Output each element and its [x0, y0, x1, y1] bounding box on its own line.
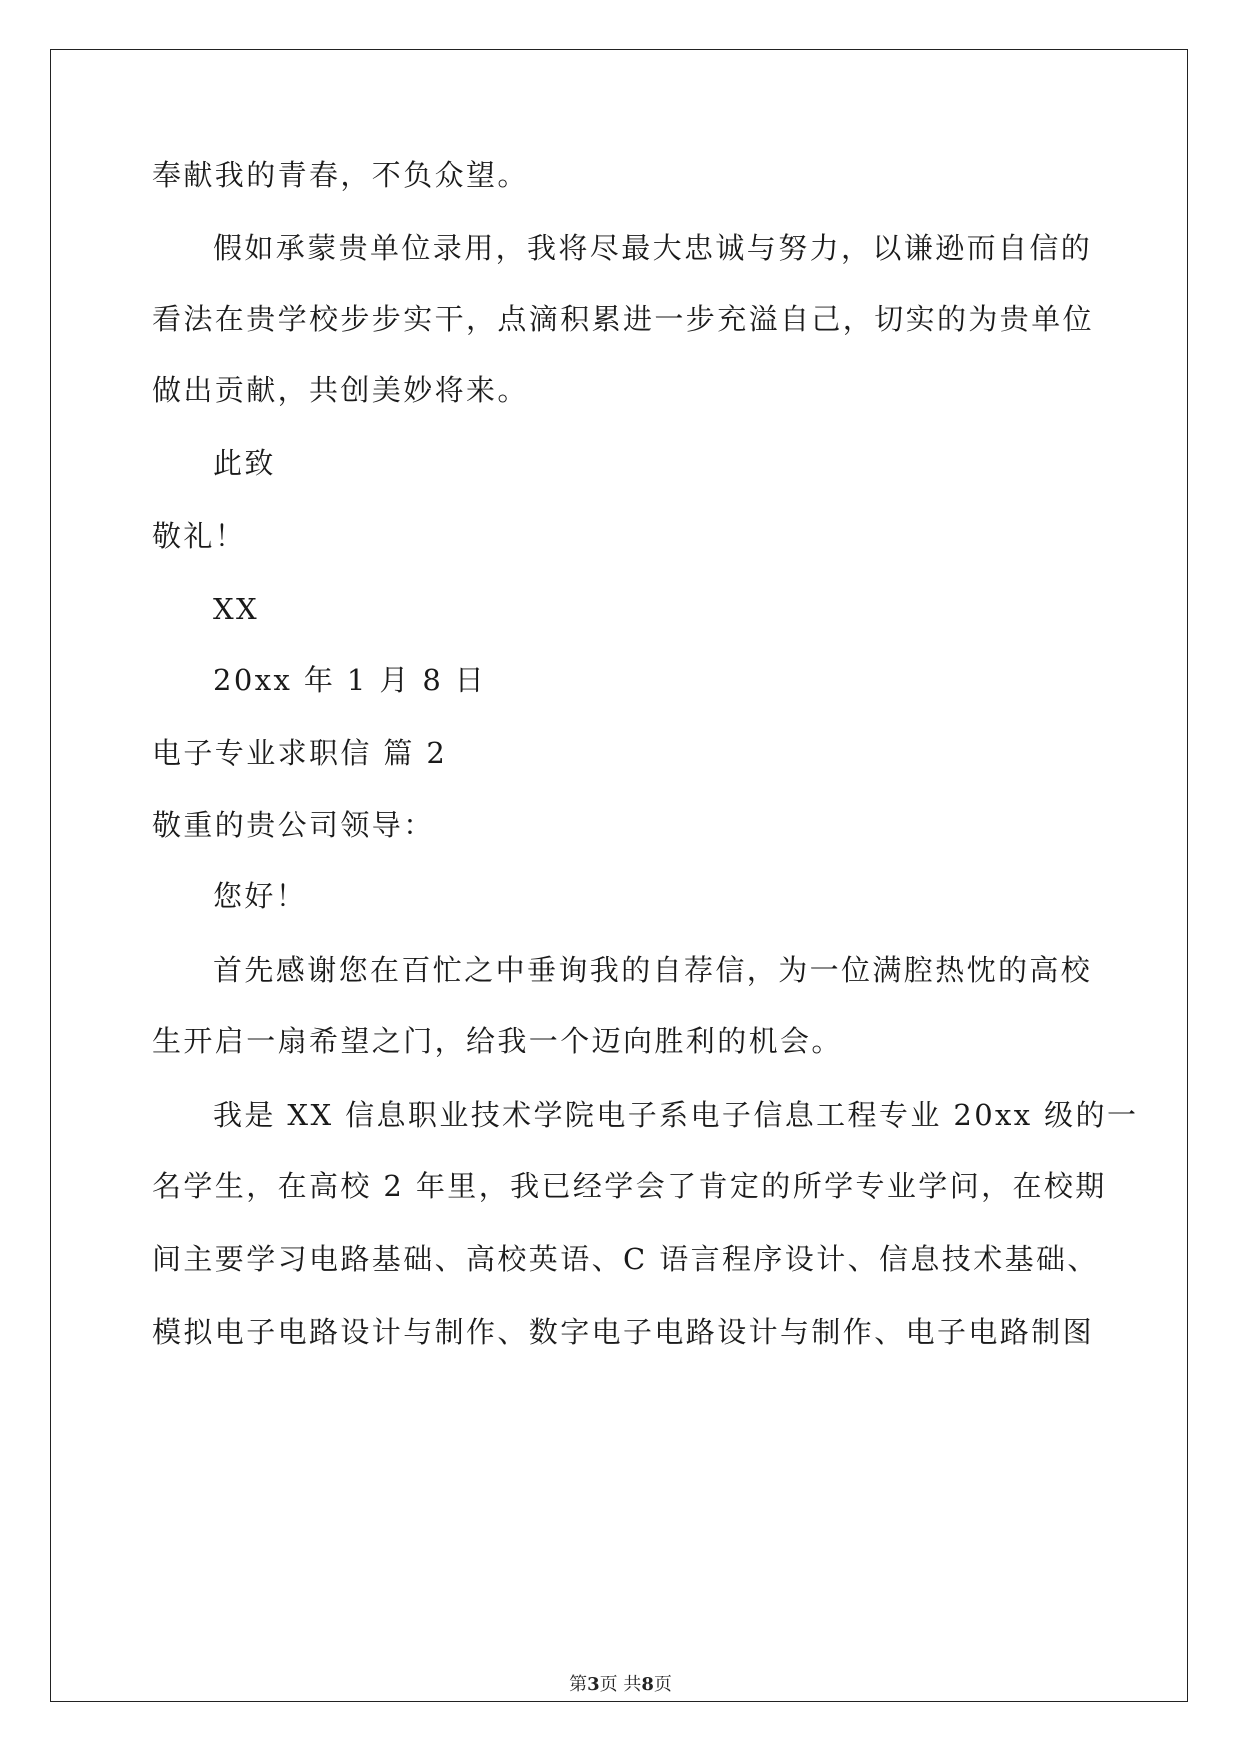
footer-suffix: 页 [653, 1674, 672, 1695]
footer-prefix: 第 [569, 1674, 588, 1695]
section-heading: 电子专业求职信 篇 2 [152, 736, 448, 770]
text-line: 名学生，在高校 2 年里，我已经学会了肯定的所学专业学问，在校期 [152, 1169, 1107, 1203]
text-line: 首先感谢您在百忙之中垂询我的自荐信，为一位满腔热忱的高校 [213, 953, 1093, 987]
current-page-number: 3 [587, 1674, 600, 1695]
text-line: 做出贡献，共创美妙将来。 [152, 373, 529, 407]
text-line: 敬礼！ [152, 519, 247, 553]
footer-mid: 页 共 [599, 1674, 642, 1695]
text-line: 此致 [213, 446, 276, 480]
page-footer [0, 1673, 1241, 1697]
text-line: 20xx 年 1 月 8 日 [213, 663, 487, 697]
text-line: 模拟电子电路设计与制作、数字电子电路设计与制作、电子电路制图 [152, 1315, 1095, 1349]
text-line: 我是 XX 信息职业技术学院电子系电子信息工程专业 20xx 级的一 [213, 1098, 1139, 1132]
text-line: 敬重的贵公司领导： [152, 808, 435, 842]
text-line: 奉献我的青春，不负众望。 [152, 158, 529, 192]
total-pages-number: 8 [641, 1674, 654, 1695]
text-line: 看法在贵学校步步实干，点滴积累进一步充溢自己，切实的为贵单位 [152, 302, 1095, 336]
text-line: 假如承蒙贵单位录用，我将尽最大忠诚与努力，以谦逊而自信的 [213, 231, 1093, 265]
text-line: 生开启一扇希望之门，给我一个迈向胜利的机会。 [152, 1024, 843, 1058]
text-line: 间主要学习电路基础、高校英语、C 语言程序设计、信息技术基础、 [152, 1242, 1099, 1276]
text-line: XX [213, 592, 260, 626]
text-line: 您好！ [213, 879, 308, 913]
